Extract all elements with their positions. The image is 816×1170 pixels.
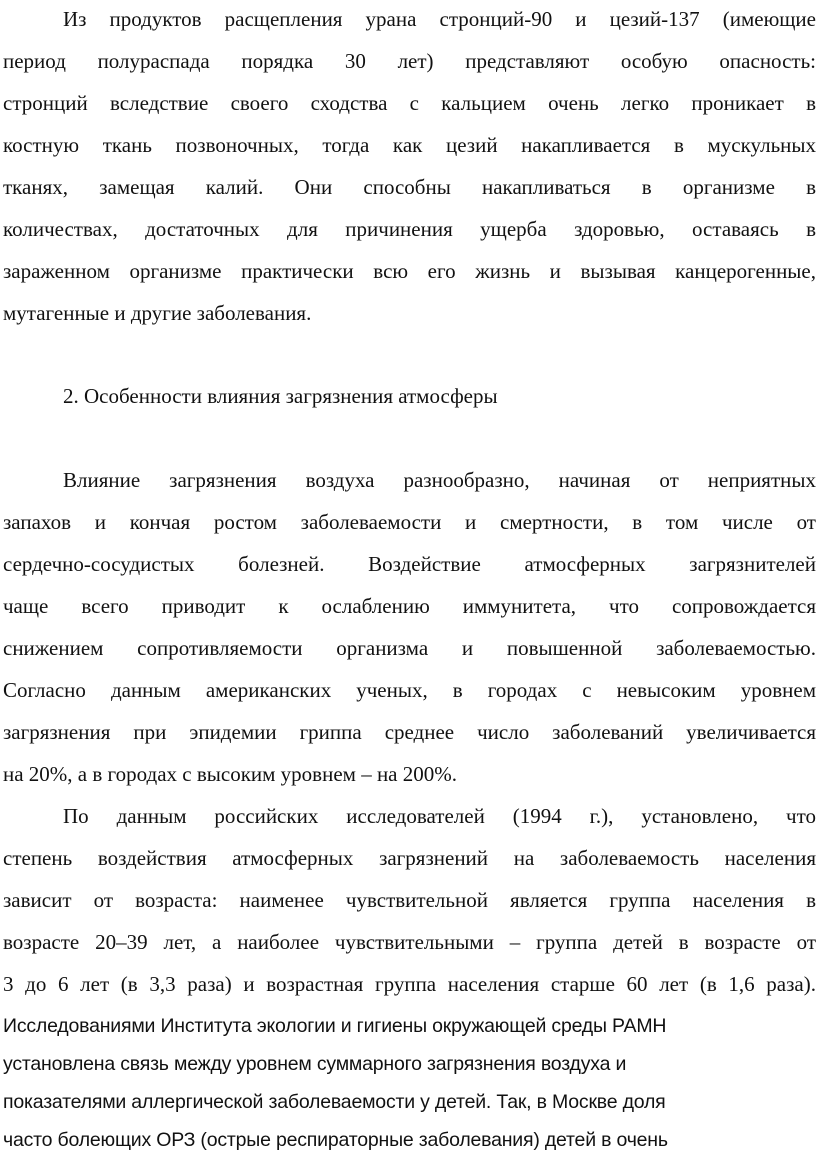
paragraph-3-line-5: 3 до 6 лет (в 3,3 раза) и возрастная группа населения старше 60 лет (в 1,6 раза). (3, 972, 816, 996)
paragraph-2-line-3: сердечно-сосудистых болезней. Воздействие атмосферных загрязнителей (3, 552, 816, 576)
paragraph-2-line-8: на 20%, а в городах с высоким уровнем – на 200%. (3, 762, 457, 786)
paragraph-4-line-3: показателями аллергической заболеваемости у детей. Так, в Москве доля (3, 1091, 666, 1113)
paragraph-1-line-3: стронций вследствие своего сходства с кальцием очень легко проникает в (3, 91, 816, 115)
paragraph-3-line-1: По данным российских исследователей (1994 г.), установлено, что (63, 804, 816, 828)
paragraph-2-line-2: запахов и кончая ростом заболеваемости и смертности, в том числе от (3, 510, 816, 534)
paragraph-1-line-2: период полураспада порядка 30 лет) представляют особую опасность: (3, 49, 816, 73)
paragraph-4-line-4: часто болеющих ОРЗ (острые респираторные заболевания) детей в очень (3, 1129, 668, 1151)
paragraph-3-line-3: зависит от возраста: наименее чувствительной является группа населения в (3, 888, 816, 912)
paragraph-1-line-7: зараженном организме практически всю его жизнь и вызывая канцерогенные, (3, 259, 816, 283)
paragraph-1-line-1: Из продуктов расщепления урана стронций-90 и цезий-137 (имеющие (63, 7, 816, 31)
paragraph-1-line-8: мутагенные и другие заболевания. (3, 301, 312, 325)
paragraph-3-line-2: степень воздействия атмосферных загрязнений на заболеваемость населения (3, 846, 816, 870)
paragraph-2-line-4: чаще всего приводит к ослаблению иммунитета, что сопровождается (3, 594, 816, 618)
paragraph-4-line-2: установлена связь между уровнем суммарного загрязнения воздуха и (3, 1053, 627, 1075)
paragraph-2-line-6: Согласно данным американских ученых, в городах с невысоким уровнем (3, 678, 816, 702)
paragraph-1-line-4: костную ткань позвоночных, тогда как цезий накапливается в мускульных (3, 133, 816, 157)
paragraph-1-line-5: тканях, замещая калий. Они способны накапливаться в организме в (3, 175, 816, 199)
paragraph-2-line-5: снижением сопротивляемости организма и повышенной заболеваемостью. (3, 636, 816, 660)
paragraph-1-line-6: количествах, достаточных для причинения ущерба здоровью, оставаясь в (3, 217, 816, 241)
paragraph-2-line-1: Влияние загрязнения воздуха разнообразно, начиная от неприятных (63, 468, 816, 492)
paragraph-2-line-7: загрязнения при эпидемии гриппа среднее число заболеваний увеличивается (3, 720, 816, 744)
section-heading: 2. Особенности влияния загрязнения атмосферы (63, 384, 498, 408)
paragraph-3-line-4: возрасте 20–39 лет, а наиболее чувствительными – группа детей в возрасте от (3, 930, 816, 954)
paragraph-4-line-1: Исследованиями Института экологии и гигиены окружающей среды РАМН (3, 1015, 667, 1037)
